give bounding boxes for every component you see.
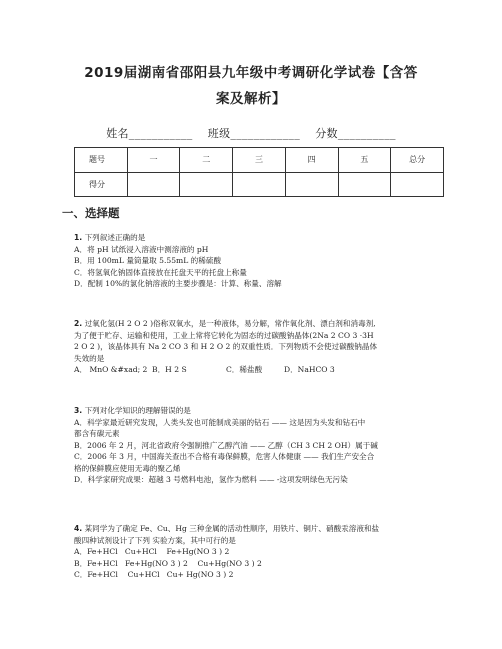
score-header-cell: 题号: [75, 148, 128, 173]
name-label: 姓名: [106, 127, 129, 140]
score-cell: [391, 172, 444, 197]
option-a: A． MnO &#xad; 2: [74, 365, 148, 374]
question-stem: [74, 523, 474, 535]
option-c: C．稀盐酸: [226, 365, 263, 374]
question-stem: [74, 405, 474, 417]
question-number: 2.: [74, 319, 83, 328]
question-text-line: 2 O 2 )，该晶体具有 Na 2 CO 3 和 H 2 O 2 的双重性质．下列物质不会使过碳酸钠晶体: [74, 342, 378, 351]
question-number: 1.: [74, 233, 83, 242]
option-d: D．NaHCO 3: [284, 365, 335, 374]
score-header-cell: 四: [285, 148, 338, 173]
score-table-score-row: [75, 172, 444, 197]
options-line: [74, 364, 474, 376]
score-cell: [180, 172, 233, 197]
option-c: C．Fe+HCl Cu+HCl Cu+ Hg(NO 3 ) 2: [74, 570, 234, 579]
option-line: B．2006 年 2 月，河北省政府令强制推广乙醇汽油 —— 乙醇（CH 3 CH 2 OH）属于碱: [74, 440, 378, 450]
option-b: B．用 100mL 量筒量取 5.55mL 的稀硫酸: [74, 256, 222, 265]
option-line: C．2006 年 3 月，中国海关查出不合格有毒保鲜膜，危害人体健康 —— 我们生产安全合: [74, 452, 375, 461]
question-text: 下列对化学知识的理解错误的是: [84, 406, 191, 415]
question-1: [74, 232, 474, 290]
question-stem: [74, 232, 474, 244]
option-b: B．H 2 S: [152, 365, 187, 374]
score-cell: [338, 172, 391, 197]
option-line: D．科学家研究成果：超越 3 号燃料电池，氢作为燃料 —— -这项发明绿色无污染: [74, 475, 348, 484]
question-text-line: 酸四种试剂设计了下列 实验方案，其中可行的是: [74, 535, 236, 545]
exam-title: [40, 60, 462, 112]
question-stem: [74, 318, 474, 330]
option-a: A．Fe+HCl Cu+HCl Fe+Hg(NO 3 ) 2: [74, 547, 230, 556]
score-row-label: 得分: [75, 172, 128, 197]
option-line: 格的保鲜膜应使用无毒的聚乙烯: [74, 463, 181, 473]
question-text-line: 某同学为了确定 Fe、Cu、Hg 三种金属的活动性顺序，用铁片、铜片、硝酸汞溶液和盐: [84, 524, 380, 533]
question-text-line: 失效的是: [74, 353, 105, 363]
question-text-line: 过氧化氢(H 2 O 2 )俗称双氧水，是一种液体，易分解，常作氧化剂、漂白剂和消毒剂,: [84, 319, 376, 328]
score-header-cell: 总分: [391, 148, 444, 173]
option-line: A．科学家最近研究发现，人类头发也可能制成美丽的钻石 —— 这是因为头发和钻石中: [74, 417, 366, 427]
score-header-cell: 五: [338, 148, 391, 173]
question-2: [74, 318, 474, 376]
question-number: 4.: [74, 524, 83, 533]
name-blank: ___________: [128, 127, 193, 140]
score-header-cell: 二: [180, 148, 233, 173]
question-number: 3.: [74, 406, 83, 415]
class-blank: ____________: [230, 127, 301, 140]
score-label: 分数: [315, 127, 338, 140]
score-table: [74, 147, 444, 197]
option-line: 都含有碳元素: [74, 429, 120, 438]
score-header-cell: 三: [233, 148, 286, 173]
question-text: 下列叙述正确的是: [84, 233, 146, 242]
score-cell: [127, 172, 180, 197]
class-label: 班级: [207, 127, 231, 140]
option-d: D．配制 10%的氯化钠溶液的主要步骤是：计算、称量、溶解: [74, 279, 282, 288]
question-3: [74, 405, 474, 486]
score-cell: [285, 172, 338, 197]
section-heading: 一、选择题: [62, 206, 120, 220]
student-info-line: [0, 125, 502, 141]
title-line-1: 2019届湖南省邵阳县九年级中考调研化学试卷【含答: [84, 65, 418, 81]
question-4: [74, 523, 474, 581]
option-b: B．Fe+HCl Fe+Hg(NO 3 ) 2 Cu+Hg(NO 3 ) 2: [74, 558, 262, 568]
score-cell: [233, 172, 286, 197]
option-c: C．将氢氧化钠固体直接放在托盘天平的托盘上称量: [74, 267, 247, 277]
score-table-header-row: [75, 148, 444, 173]
question-text-line: 为了便于贮存、运输和使用，工业上常将它转化为固态的过碳酸钠晶体(2Na 2 CO 3 ·3H: [74, 330, 374, 340]
title-line-2: 案及解析】: [216, 91, 286, 107]
score-header-cell: 一: [127, 148, 180, 173]
score-blank: __________: [337, 127, 396, 140]
option-a: A．将 pH 试纸浸入溶液中测溶液的 pH: [74, 244, 209, 254]
